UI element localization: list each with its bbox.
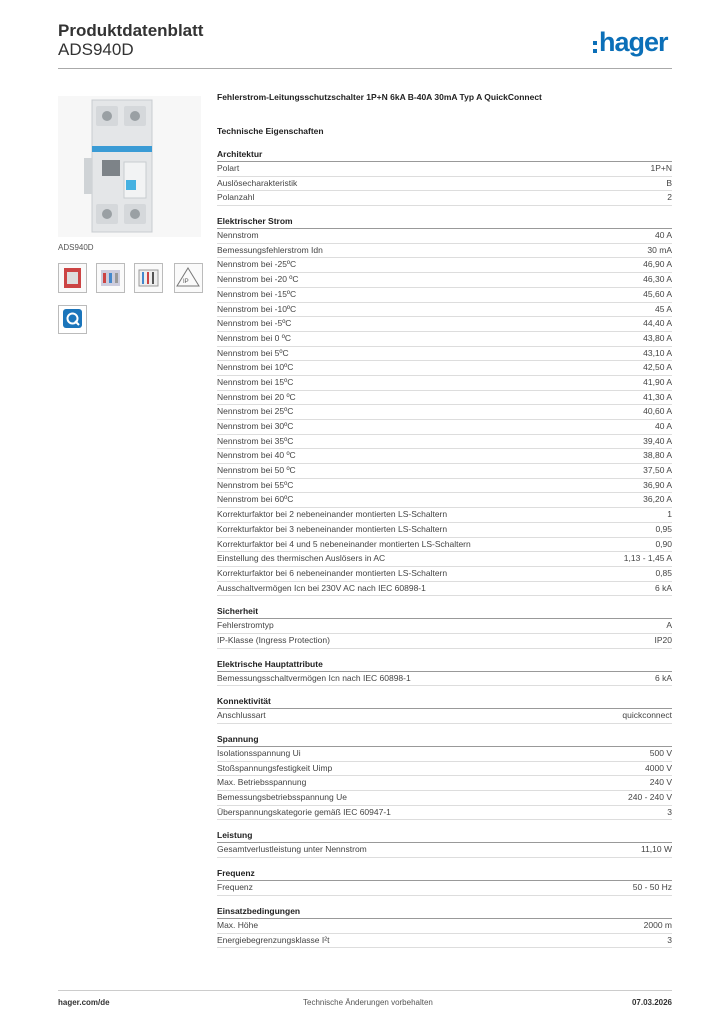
spec-row	[217, 776, 672, 791]
spec-row	[217, 567, 672, 582]
section-title: Spannung	[217, 733, 672, 747]
spec-label: Einstellung des thermischen Auslösers in AC	[217, 553, 386, 564]
spec-sections	[217, 148, 672, 948]
spec-label: Nennstrom bei 55ºC	[217, 479, 294, 490]
spec-label: Nennstrom bei 60ºC	[217, 494, 294, 505]
section-title: Einsatzbedingungen	[217, 905, 672, 919]
spec-label: Bemessungsfehlerstrom Idn	[217, 244, 323, 255]
spec-row	[217, 361, 672, 376]
spec-row	[217, 672, 672, 687]
spec-label: Nennstrom bei -15ºC	[217, 288, 297, 299]
spec-value: 2000 m	[643, 919, 672, 930]
spec-section	[217, 658, 672, 687]
spec-row	[217, 806, 672, 821]
spec-label: Nennstrom bei 30ºC	[217, 421, 294, 431]
spec-label: Nennstrom bei 40 ºC	[217, 450, 296, 461]
footer-note: Technische Änderungen vorbehalten	[303, 998, 433, 1007]
spec-label: Korrekturfaktor bei 3 nebeneinander montierten LS-Schaltern	[217, 523, 448, 534]
spec-value: 41,90 A	[643, 376, 672, 387]
spec-value: A	[666, 620, 672, 631]
spec-value: 41,30 A	[643, 391, 672, 402]
spec-label: Nennstrom bei -5ºC	[217, 318, 292, 329]
spec-row	[217, 177, 672, 192]
footer-date: 07.03.2026	[631, 998, 672, 1007]
spec-row	[217, 420, 672, 435]
spec-label: Ausschaltvermögen Icn bei 230V AC nach IEC 60898-1	[217, 582, 426, 593]
image-caption: ADS940D	[58, 243, 94, 252]
spec-value: 6 kA	[654, 582, 672, 593]
spec-label: Bemessungsbetriebsspannung Ue	[217, 792, 347, 803]
spec-row	[217, 464, 672, 479]
section-title: Leistung	[217, 829, 672, 843]
spec-label: Korrekturfaktor bei 6 nebeneinander montierten LS-Schaltern	[217, 567, 448, 578]
spec-label: Nennstrom bei -20 ºC	[217, 274, 299, 285]
spec-row	[217, 762, 672, 777]
product-name: Fehlerstrom-Leitungsschutzschalter 1P+N 6kA B-40A 30mA Typ A QuickConnect	[217, 92, 542, 102]
spec-label: Nennstrom	[217, 230, 259, 241]
spec-value: 45 A	[654, 303, 672, 314]
spec-value: 43,80 A	[643, 332, 672, 343]
thumbnail-3[interactable]	[134, 263, 163, 293]
spec-label: Fehlerstromtyp	[217, 620, 274, 631]
spec-row	[217, 919, 672, 934]
spec-label: Stoßspannungsfestigkeit Uimp	[217, 762, 333, 773]
spec-value: 50 - 50 Hz	[632, 882, 672, 893]
spec-label: Polanzahl	[217, 192, 255, 203]
header-divider	[58, 68, 672, 69]
spec-label: Isolationsspannung Ui	[217, 748, 301, 758]
spec-label: Max. Betriebsspannung	[217, 777, 307, 788]
spec-value: B	[666, 177, 672, 188]
spec-label: Nennstrom bei 50 ºC	[217, 465, 296, 476]
spec-value: 11,10 W	[640, 844, 672, 855]
spec-value: 40 A	[654, 421, 672, 431]
spec-row	[217, 244, 672, 259]
spec-label: Nennstrom bei -25ºC	[217, 259, 297, 270]
spec-section	[217, 905, 672, 948]
spec-value: 37,50 A	[643, 465, 672, 476]
spec-content	[217, 92, 672, 957]
spec-row	[217, 538, 672, 553]
spec-value: 0,90	[655, 538, 672, 549]
spec-label: Bemessungsschaltvermögen Icn nach IEC 60898-1	[217, 672, 411, 683]
spec-row	[217, 709, 672, 724]
spec-label: Nennstrom bei 35ºC	[217, 435, 294, 446]
spec-row	[217, 191, 672, 206]
spec-value: 36,20 A	[643, 494, 672, 505]
spec-section	[217, 867, 672, 896]
spec-row	[217, 405, 672, 420]
section-heading: Technische Eigenschaften	[217, 126, 324, 136]
section-title: Konnektivität	[217, 695, 672, 709]
section-title: Frequenz	[217, 867, 672, 881]
spec-label: Überspannungskategorie gemäß IEC 60947-1	[217, 806, 391, 817]
spec-value: 1	[667, 509, 672, 520]
spec-label: IP-Klasse (Ingress Protection)	[217, 634, 330, 645]
spec-row	[217, 303, 672, 318]
spec-value: 40 A	[654, 230, 672, 241]
spec-value: 240 - 240 V	[628, 792, 672, 803]
spec-row	[217, 273, 672, 288]
spec-row	[217, 449, 672, 464]
spec-row	[217, 288, 672, 303]
spec-section	[217, 605, 672, 648]
spec-value: 6 kA	[654, 672, 672, 683]
spec-row	[217, 347, 672, 362]
spec-row	[217, 162, 672, 177]
spec-value: 43,10 A	[643, 347, 672, 358]
section-title: Elektrischer Strom	[217, 215, 672, 229]
spec-row	[217, 523, 672, 538]
spec-row	[217, 479, 672, 494]
spec-value: 500 V	[649, 748, 672, 758]
spec-value: 44,40 A	[643, 318, 672, 329]
spec-row	[217, 229, 672, 244]
spec-value: 30 mA	[647, 244, 672, 255]
footer-link[interactable]: hager.com/de	[58, 998, 110, 1007]
spec-section	[217, 733, 672, 820]
thumbnail-1[interactable]	[58, 263, 87, 293]
spec-row	[217, 391, 672, 406]
spec-label: Nennstrom bei 0 ºC	[217, 332, 291, 343]
logo-text: hager	[599, 27, 668, 57]
spec-value: 3	[667, 806, 672, 817]
spec-label: Polart	[217, 163, 240, 173]
spec-row	[217, 934, 672, 949]
spec-row	[217, 493, 672, 508]
page-title: Produktdatenblatt	[58, 21, 204, 40]
spec-row	[217, 843, 672, 858]
hager-logo[interactable]	[593, 27, 668, 58]
spec-label: Nennstrom bei 15ºC	[217, 376, 294, 387]
quickconnect-icon[interactable]	[58, 305, 87, 334]
spec-row	[217, 619, 672, 634]
spec-value: 1P+N	[650, 163, 672, 173]
footer-divider	[58, 990, 672, 991]
spec-label: Frequenz	[217, 882, 253, 893]
spec-label: Nennstrom bei -10ºC	[217, 303, 297, 314]
spec-label: Auslösecharakteristik	[217, 177, 298, 188]
spec-value: 39,40 A	[643, 435, 672, 446]
spec-label: Anschlussart	[217, 710, 266, 721]
spec-value: quickconnect	[622, 710, 672, 721]
spec-value: 0,95	[655, 523, 672, 534]
spec-section	[217, 215, 672, 596]
section-title: Sicherheit	[217, 605, 672, 619]
spec-value: 40,60 A	[643, 406, 672, 417]
spec-value: 46,90 A	[643, 259, 672, 270]
spec-label: Korrekturfaktor bei 2 nebeneinander montierten LS-Schaltern	[217, 509, 448, 520]
spec-label: Energiebegrenzungsklasse I²t	[217, 934, 330, 945]
spec-row	[217, 747, 672, 762]
spec-row	[217, 332, 672, 347]
spec-row	[217, 791, 672, 806]
spec-row	[217, 582, 672, 597]
spec-section	[217, 148, 672, 206]
thumbnail-2[interactable]	[96, 263, 125, 293]
spec-value: 240 V	[649, 777, 672, 788]
spec-value: 36,90 A	[643, 479, 672, 490]
spec-row	[217, 435, 672, 450]
spec-label: Nennstrom bei 20 ºC	[217, 391, 296, 402]
thumbnail-ip-icon[interactable]	[174, 263, 203, 293]
spec-value: IP20	[654, 634, 672, 645]
spec-label: Max. Höhe	[217, 919, 259, 930]
spec-value: 45,60 A	[643, 288, 672, 299]
spec-value: 4000 V	[645, 762, 672, 773]
spec-row	[217, 552, 672, 567]
section-title: Elektrische Hauptattribute	[217, 658, 672, 672]
spec-label: Korrekturfaktor bei 4 und 5 nebeneinander montierten LS-Schaltern	[217, 538, 471, 549]
spec-label: Gesamtverlustleistung unter Nennstrom	[217, 844, 367, 855]
spec-row	[217, 376, 672, 391]
spec-row	[217, 258, 672, 273]
product-code: ADS940D	[58, 40, 134, 59]
spec-label: Nennstrom bei 10ºC	[217, 362, 294, 373]
spec-label: Nennstrom bei 25ºC	[217, 406, 294, 417]
spec-section	[217, 695, 672, 724]
spec-value: 42,50 A	[643, 362, 672, 373]
spec-value: 3	[667, 934, 672, 945]
spec-row	[217, 881, 672, 896]
product-image	[58, 96, 201, 237]
spec-value: 1,13 - 1,45 A	[623, 553, 672, 564]
spec-row	[217, 634, 672, 649]
spec-value: 2	[667, 192, 672, 203]
section-title: Architektur	[217, 148, 672, 162]
spec-row	[217, 508, 672, 523]
spec-row	[217, 317, 672, 332]
spec-value: 46,30 A	[643, 274, 672, 285]
spec-value: 0,85	[655, 567, 672, 578]
svg-text:IP: IP	[183, 279, 189, 285]
spec-value: 38,80 A	[643, 450, 672, 461]
spec-label: Nennstrom bei 5ºC	[217, 347, 289, 358]
spec-section	[217, 829, 672, 858]
